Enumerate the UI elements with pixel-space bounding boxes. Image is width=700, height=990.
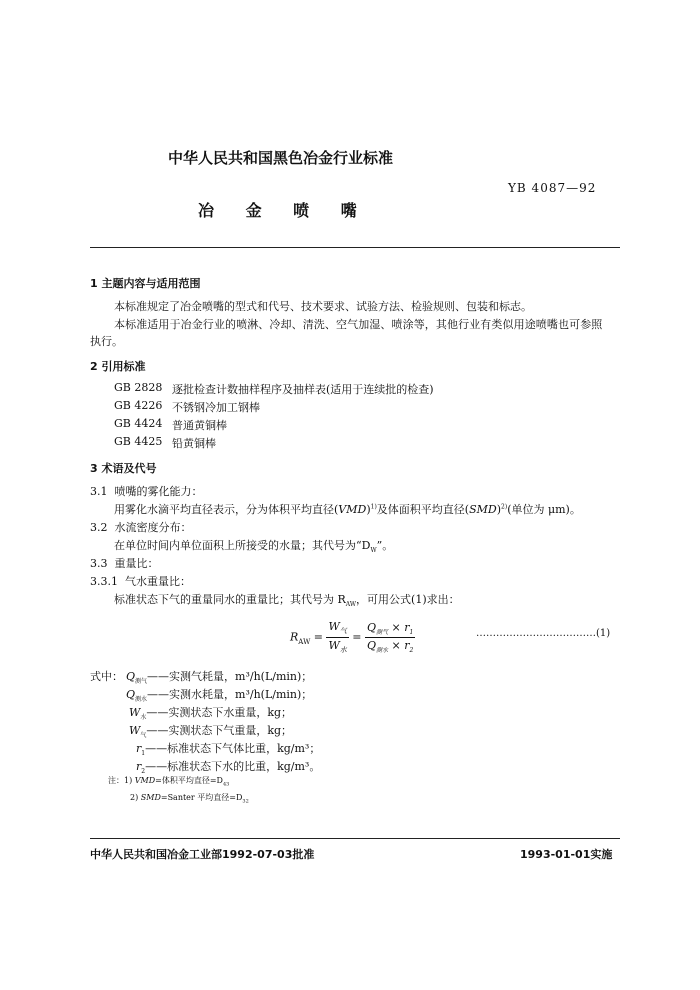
legend-item [136, 740, 320, 757]
subscript: 气 [140, 732, 147, 740]
ref-title: 逐批检查计数抽样程序及抽样表(适用于连续批的检查) [172, 383, 434, 396]
section-1-para-2: 本标准适用于冶金行业的喷淋、冷却、清洗、空气加湿、喷涂等，其他行业有类似用途喷嘴也可参照 [114, 318, 603, 331]
ref-code: GB 4226 [114, 399, 163, 412]
subscript: 水 [140, 714, 147, 722]
subscript: AW [345, 601, 357, 609]
symbol: Q [126, 688, 136, 701]
footnote-2 [130, 792, 249, 805]
symbol: W [129, 724, 141, 737]
definition: ——实测状态下气重量，kg； [146, 724, 293, 737]
symbol: Q [126, 670, 136, 683]
legend-intro: 式中： [90, 670, 123, 683]
denominator-tail: × r [388, 639, 410, 653]
note-prefix: 2) [130, 793, 141, 802]
subscript: 测气 [376, 629, 389, 637]
vmd-symbol: VMD [338, 503, 367, 516]
ref-code: GB 4425 [114, 435, 163, 448]
clause-3-3-1-text [114, 591, 460, 608]
subscript: 32 [242, 798, 249, 805]
clause-3-2 [90, 519, 192, 535]
subscript: 气 [339, 627, 347, 636]
symbol: W [129, 706, 141, 719]
ref-code: GB 4424 [114, 417, 163, 430]
ref-title: 不锈钢冷加工钢棒 [172, 401, 260, 414]
clause-number: 3.1 [90, 485, 108, 498]
smd-symbol: SMD [469, 503, 497, 516]
definition: ——实测状态下水重量，kg； [146, 706, 293, 719]
symbol: r [136, 742, 142, 755]
text-run: 及体面积平均直径( [376, 503, 470, 516]
symbol: r [136, 760, 142, 773]
footer-rule [90, 838, 620, 839]
formula-1 [290, 620, 415, 655]
definition: ——实测气耗量，m³/h(L/min)； [147, 670, 313, 683]
ref-code: GB 2828 [114, 381, 163, 394]
legend-item [136, 758, 320, 775]
section-1-para-1: 本标准规定了冶金喷嘴的型式和代号、技术要求、试验方法、检验规则、包装和标志。 [114, 300, 532, 313]
clause-number: 3.2 [90, 521, 108, 534]
text-run: 用雾化水滴平均直径表示，分为体积平均直径( [114, 503, 339, 516]
fraction-measured-ratio [365, 621, 415, 654]
clause-3-2-text [114, 537, 393, 554]
numerator-tail: × r [388, 621, 410, 634]
text-run: (单位为 μm)。 [507, 503, 581, 516]
numerator: W [328, 620, 340, 633]
denominator: Q [367, 639, 377, 653]
clause-3-1-text: 用雾化水滴平均直径表示，分为体积平均直径(VMD)$^{1)}$及体面积平均直径(SMD)$^{2)}$(单位为 μm)。 [114, 503, 581, 516]
equals-sign: = [352, 630, 362, 644]
subscript: W [370, 547, 377, 555]
subscript: 1 [409, 629, 414, 637]
legend-item [126, 668, 312, 685]
subscript: 43 [222, 781, 230, 788]
text-run: 在单位时间内单位面积上所接受的水量；其代号为“D [114, 539, 371, 552]
footnote-ref: 2) [501, 503, 508, 511]
clause-title: 气水重量比： [125, 575, 191, 588]
footnote-ref: 1) [370, 503, 377, 511]
ref-title: 铅黄铜棒 [172, 437, 216, 450]
clause-3-3 [90, 555, 159, 571]
text-run: ，可用公式(1)求出： [356, 593, 460, 606]
document-title: 冶 金 喷 嘴 [198, 201, 357, 220]
clause-title: 喷嘴的雾化能力： [114, 485, 203, 498]
clause-number: 3.3.1 [90, 575, 118, 588]
section-1-para-2-cont: 执行。 [90, 335, 123, 348]
clause-3-3-1 [90, 573, 191, 589]
numerator: Q [367, 621, 377, 634]
clause-title: 水流密度分布： [114, 521, 192, 534]
clause-title: 重量比： [114, 557, 159, 570]
implementation-date: 1993-01-01实施 [520, 848, 613, 861]
standard-code: YB 4087—92 [508, 181, 597, 195]
section-3-heading: 3 术语及代号 [90, 462, 157, 475]
denominator: W [328, 639, 340, 653]
clause-3-1 [90, 483, 203, 499]
note-text: =体积平均直径=D [155, 776, 223, 785]
legend-item [129, 704, 292, 721]
subscript: 水 [339, 646, 347, 655]
definition: ——实测水耗量，m³/h(L/min)； [147, 688, 313, 701]
symbol: VMD [134, 776, 156, 785]
subscript: 2 [409, 647, 414, 655]
section-1-heading: 1 主题内容与适用范围 [90, 277, 201, 290]
text-run: 标准状态下气的重量同水的重量比；其代号为 R [114, 593, 346, 606]
header-rule [90, 247, 620, 248]
formula-number: ………………………………(1) [476, 628, 611, 639]
ref-title: 普通黄铜棒 [172, 419, 227, 432]
symbol: SMD [140, 793, 161, 802]
subscript: 测气 [135, 678, 148, 686]
definition: ——标准状态下水的比重，kg/m³。 [145, 760, 321, 773]
fraction-weight-ratio [326, 620, 348, 655]
issuing-authority: 中华人民共和国黑色冶金行业标准 [168, 149, 394, 167]
subscript: AW [298, 637, 311, 646]
subscript: 测水 [135, 696, 148, 704]
footnote-1 [108, 775, 229, 788]
note-prefix: 注：1) [108, 776, 135, 785]
legend-item [129, 722, 292, 739]
legend-item [126, 686, 312, 703]
equals-sign: = [313, 630, 323, 644]
note-text: =Santer 平均直径=D [160, 793, 243, 802]
subscript: 2 [141, 768, 146, 776]
text-run: ”。 [376, 539, 394, 552]
clause-number: 3.3 [90, 557, 108, 570]
subscript: 测水 [376, 647, 389, 655]
section-2-heading: 2 引用标准 [90, 360, 146, 373]
formula-lhs: R [290, 630, 299, 644]
subscript: 1 [141, 750, 146, 758]
approval-line: 中华人民共和国冶金工业部1992-07-03批准 [90, 848, 315, 861]
definition: ——标准状态下气体比重，kg/m³； [145, 742, 321, 755]
